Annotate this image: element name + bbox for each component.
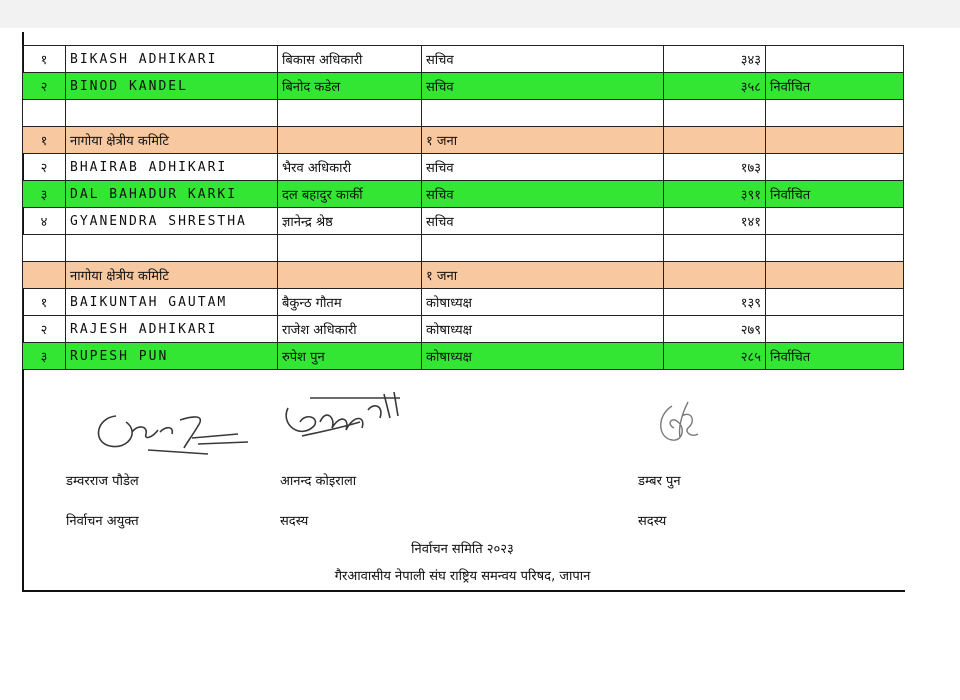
- empty-cell: [766, 100, 904, 127]
- signatory-1-role: निर्वाचन अयुक्त: [66, 514, 139, 529]
- candidate-post: सचिव: [422, 208, 664, 235]
- candidate-row: [23, 343, 904, 370]
- candidate-name-english: BHAIRAB ADHIKARI: [66, 154, 278, 181]
- candidate-post: सचिव: [422, 181, 664, 208]
- spacer-row: [23, 100, 904, 127]
- serial-number: २: [23, 154, 66, 181]
- election-status: [766, 208, 904, 235]
- empty-cell: [66, 235, 278, 262]
- vote-count: २८५: [664, 343, 766, 370]
- committee-title: नागोया क्षेत्रीय कमिटि: [66, 127, 278, 154]
- header-serial: १: [23, 127, 66, 154]
- vote-count: १३९: [664, 289, 766, 316]
- empty-cell: [422, 235, 664, 262]
- seat-count: १ जना: [422, 262, 664, 289]
- committee-header-row: [23, 262, 904, 289]
- vote-count: ३४३: [664, 46, 766, 73]
- candidate-name-nepali: ज्ञानेन्द्र श्रेष्ठ: [278, 208, 422, 235]
- election-status: निर्वाचित: [766, 343, 904, 370]
- serial-number: १: [23, 289, 66, 316]
- vote-count: ३५८: [664, 73, 766, 100]
- signatory-3-name: डम्बर पुन: [638, 474, 681, 489]
- seat-count: १ जना: [422, 127, 664, 154]
- candidate-name-english: BINOD KANDEL: [66, 73, 278, 100]
- serial-number: २: [23, 73, 66, 100]
- empty-cell: [23, 235, 66, 262]
- vote-count: १४१: [664, 208, 766, 235]
- footer-committee: निर्वाचन समिति २०२३: [411, 542, 514, 557]
- election-status: [766, 46, 904, 73]
- candidate-post: सचिव: [422, 46, 664, 73]
- empty-cell: [766, 127, 904, 154]
- candidate-name-nepali: भैरव अधिकारी: [278, 154, 422, 181]
- election-status: निर्वाचित: [766, 181, 904, 208]
- signature-2: [280, 388, 410, 448]
- vote-count: ३९१: [664, 181, 766, 208]
- candidate-row: [23, 316, 904, 343]
- spacer-row: [23, 235, 904, 262]
- serial-number: २: [23, 316, 66, 343]
- empty-cell: [766, 235, 904, 262]
- candidate-post: सचिव: [422, 73, 664, 100]
- candidate-name-nepali: बिकास अधिकारी: [278, 46, 422, 73]
- serial-number: ३: [23, 343, 66, 370]
- footer-organization: गैरआवासीय नेपाली संघ राष्ट्रिय समन्वय परिषद, जापान: [334, 569, 591, 584]
- signature-3: [652, 398, 712, 448]
- candidate-name-english: BIKASH ADHIKARI: [66, 46, 278, 73]
- signatory-1-name: डम्वरराज पौडेल: [66, 474, 139, 489]
- candidate-name-nepali: बैकुन्ठ गौतम: [278, 289, 422, 316]
- empty-cell: [422, 100, 664, 127]
- candidate-name-english: DAL BAHADUR KARKI: [66, 181, 278, 208]
- signatory-2-role: सदस्य: [280, 514, 309, 529]
- signature-1: [88, 398, 258, 458]
- empty-cell: [766, 262, 904, 289]
- election-status: [766, 289, 904, 316]
- election-status: [766, 154, 904, 181]
- viewer-top-band: [0, 0, 960, 29]
- candidate-name-english: GYANENDRA SHRESTHA: [66, 208, 278, 235]
- candidate-name-english: BAIKUNTAH GAUTAM: [66, 289, 278, 316]
- election-status: निर्वाचित: [766, 73, 904, 100]
- committee-title: नागोया क्षेत्रीय कमिटि: [66, 262, 278, 289]
- candidate-row: [23, 73, 904, 100]
- candidate-post: कोषाध्यक्ष: [422, 289, 664, 316]
- candidate-name-english: RUPESH PUN: [66, 343, 278, 370]
- candidate-row: [23, 46, 904, 73]
- signatory-2-name: आनन्द कोइराला: [280, 474, 357, 489]
- vote-count: १७३: [664, 154, 766, 181]
- candidate-row: [23, 181, 904, 208]
- candidate-row: [23, 154, 904, 181]
- candidate-post: कोषाध्यक्ष: [422, 343, 664, 370]
- empty-cell: [278, 235, 422, 262]
- candidate-name-nepali: राजेश अधिकारी: [278, 316, 422, 343]
- empty-cell: [278, 127, 422, 154]
- results-table: [22, 45, 904, 370]
- empty-cell: [278, 262, 422, 289]
- empty-cell: [664, 262, 766, 289]
- serial-number: ४: [23, 208, 66, 235]
- candidate-name-english: RAJESH ADHIKARI: [66, 316, 278, 343]
- candidate-name-nepali: रुपेश पुन: [278, 343, 422, 370]
- empty-cell: [23, 100, 66, 127]
- empty-cell: [664, 100, 766, 127]
- committee-header-row: [23, 127, 904, 154]
- vote-count: २७९: [664, 316, 766, 343]
- serial-number: ३: [23, 181, 66, 208]
- candidate-name-nepali: बिनोद कडेल: [278, 73, 422, 100]
- election-status: [766, 316, 904, 343]
- candidate-row: [23, 208, 904, 235]
- empty-cell: [664, 127, 766, 154]
- serial-number: १: [23, 46, 66, 73]
- candidate-post: कोषाध्यक्ष: [422, 316, 664, 343]
- header-serial: [23, 262, 66, 289]
- candidate-name-nepali: दल बहादुर कार्की: [278, 181, 422, 208]
- empty-cell: [664, 235, 766, 262]
- empty-cell: [278, 100, 422, 127]
- candidate-row: [23, 289, 904, 316]
- candidate-post: सचिव: [422, 154, 664, 181]
- empty-cell: [66, 100, 278, 127]
- signatory-3-role: सदस्य: [638, 514, 667, 529]
